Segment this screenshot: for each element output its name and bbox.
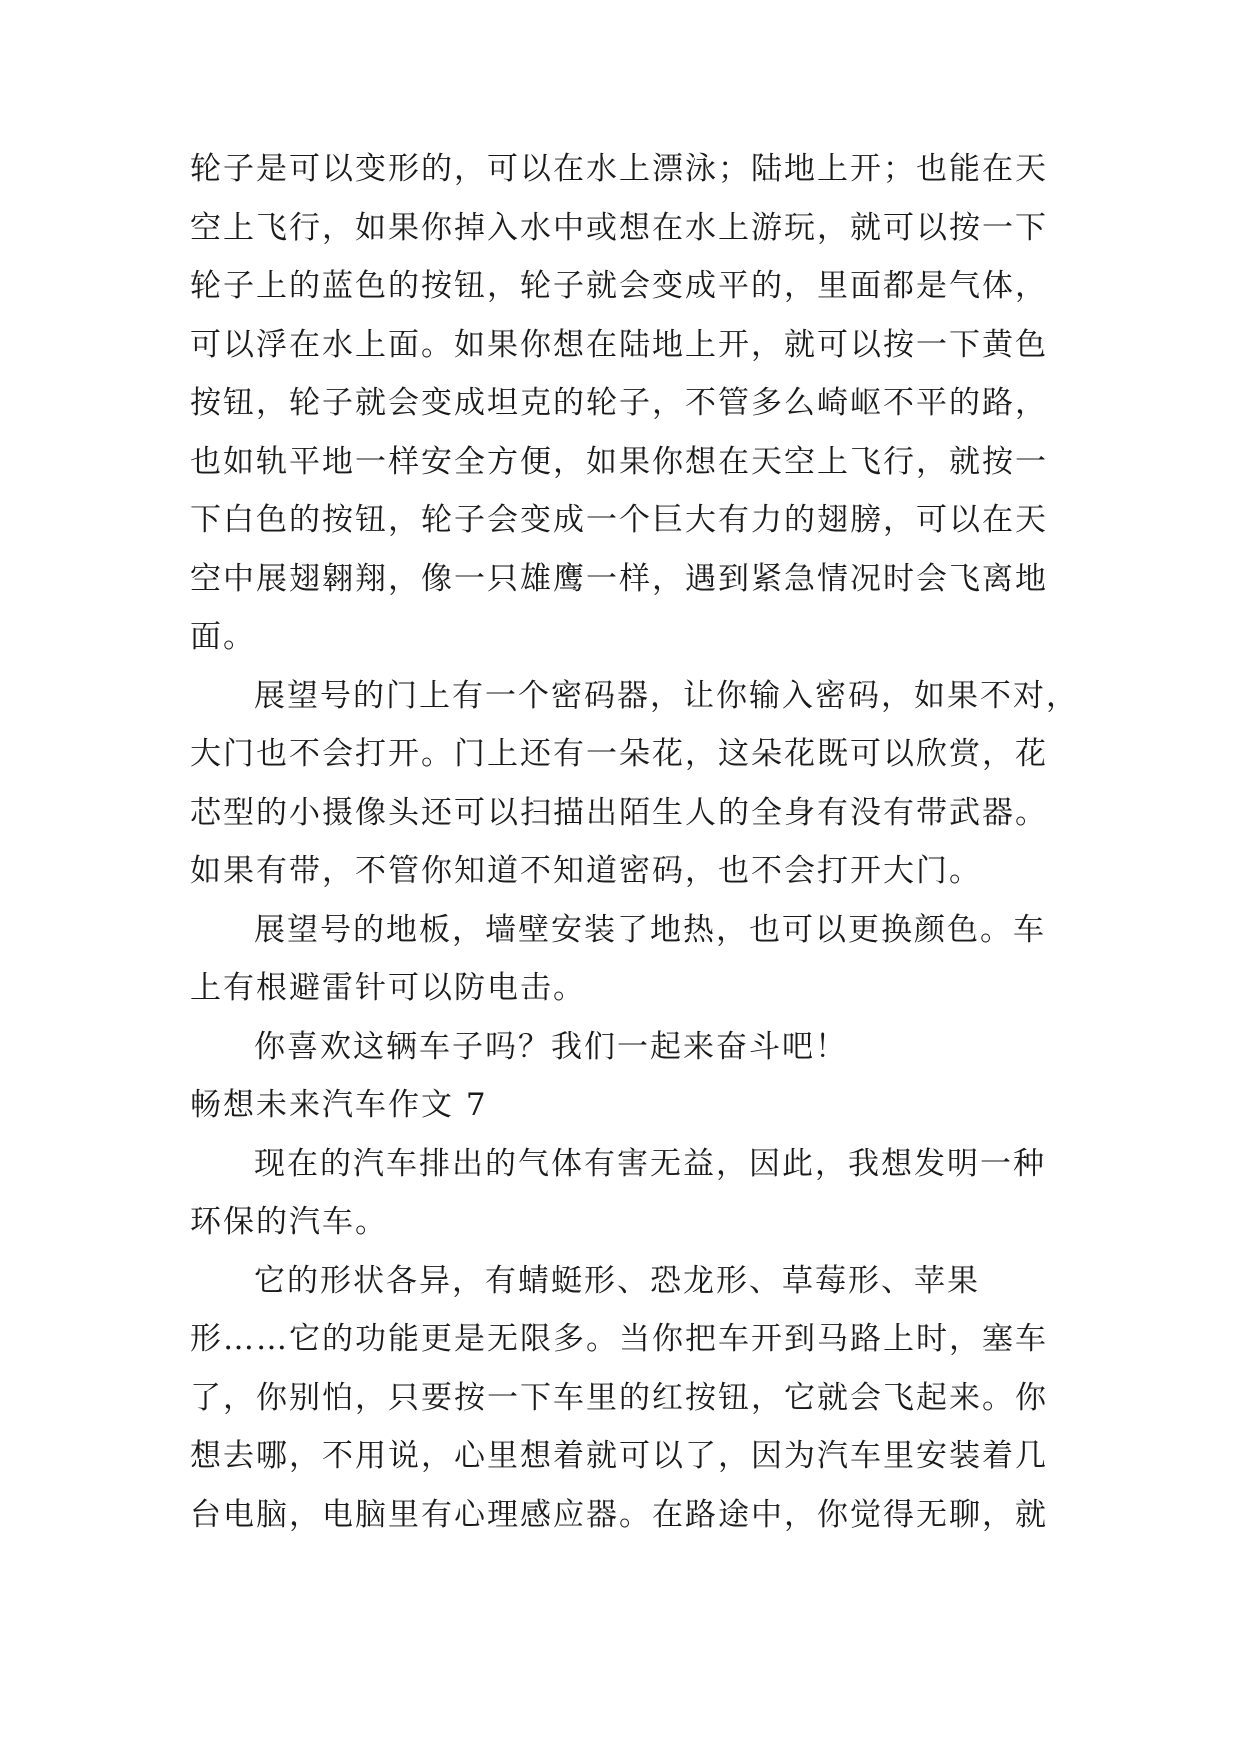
text-line-5: 按钮，轮子就会变成坦克的轮子，不管多么崎岖不平的路， [190, 385, 1048, 421]
text-line-6: 也如轨平地一样安全方便，如果你想在天空上飞行，就按一 [190, 443, 1048, 480]
text-line-15: 上有根避雷针可以防电击。 [190, 970, 586, 1006]
text-line-13: 如果有带，不管你知道不知道密码，也不会打开大门。 [190, 853, 982, 889]
text-line-4: 可以浮在水上面。如果你想在陆地上开，就可以按一下黄色 [190, 326, 1048, 363]
text-line-20: 它的形状各异，有蜻蜓形、恐龙形、草莓形、苹果 [254, 1262, 980, 1299]
text-line-1: 轮子是可以变形的，可以在水上漂泳；陆地上开；也能在天 [190, 151, 1048, 187]
text-line-19: 环保的汽车。 [190, 1204, 388, 1240]
text-line-3: 轮子上的蓝色的按钮，轮子就会变成平的，里面都是气体， [190, 268, 1048, 304]
text-line-14: 展望号的地板，墙壁安装了地热，也可以更换颜色。车 [254, 911, 1046, 948]
text-line-8: 空中展翅翱翔，像一只雄鹰一样，遇到紧急情况时会飞离地 [190, 560, 1048, 597]
text-line-23: 想去哪，不用说，心里想着就可以了，因为汽车里安装着几 [190, 1438, 1048, 1474]
document-body [190, 140, 1079, 1544]
text-line-24: 台电脑，电脑里有心理感应器。在路途中，你觉得无聊，就 [190, 1496, 1048, 1533]
text-line-22: 了，你别怕，只要按一下车里的红按钮，它就会飞起来。你 [190, 1379, 1048, 1416]
text-line-2: 空上飞行，如果你掉入水中或想在水上游玩，就可以按一下 [190, 209, 1048, 246]
text-line-7: 下白色的按钮，轮子会变成一个巨大有力的翅膀，可以在天 [190, 502, 1048, 538]
text-line-10: 展望号的门上有一个密码器，让你输入密码，如果不对， [254, 677, 1079, 714]
text-line-18: 现在的汽车排出的气体有害无益，因此，我想发明一种 [254, 1145, 1046, 1182]
text-line-9: 面。 [190, 619, 256, 655]
text-line-21: 形……它的功能更是无限多。当你把车开到马路上时，塞车 [190, 1321, 1048, 1357]
text-line-16: 你喜欢这辆车子吗？我们一起来奋斗吧！ [254, 1028, 848, 1065]
text-line-11: 大门也不会打开。门上还有一朵花，这朵花既可以欣赏，花 [190, 736, 1048, 772]
section-heading: 畅想未来汽车作文 7 [190, 1087, 488, 1123]
text-line-12: 芯型的小摄像头还可以扫描出陌生人的全身有没有带武器。 [190, 794, 1048, 831]
